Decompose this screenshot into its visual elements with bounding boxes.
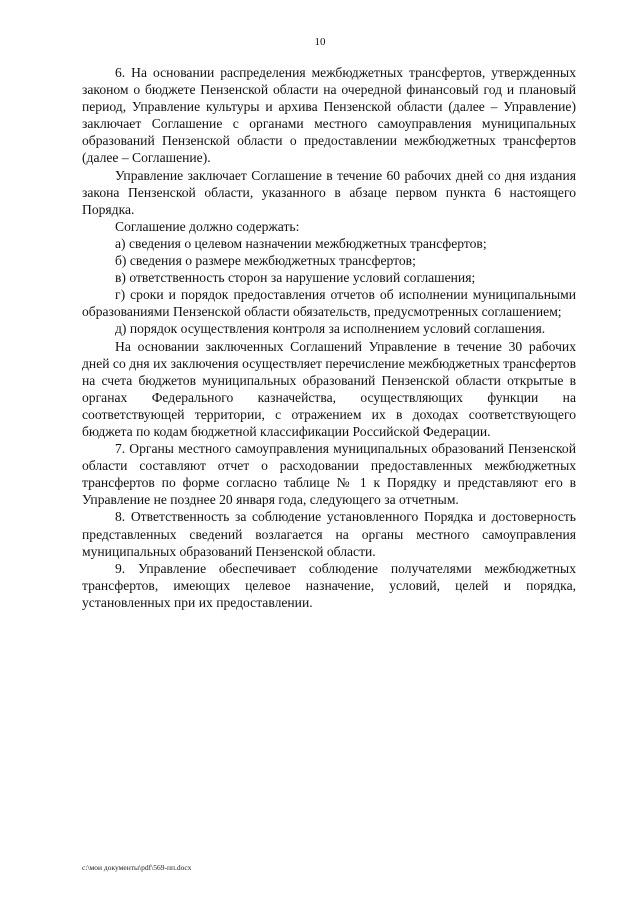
- list-item-d: д) порядок осуществления контроля за исполнением условий соглашения.: [115, 321, 546, 337]
- list-item-g: г) сроки и порядок предоставления отчетов об исполнении муниципальными образованиями Пензенской области обязательств, предусмотренных соглашением;: [82, 287, 576, 320]
- paragraph-transfer: На основании заключенных Соглашений Управление в течение 30 рабочих дней со дня их заключения осуществляет перечисление межбюджетных трансфертов на счета бюджетов муниципальных образований Пензенской области открытые в органах Федерального казначейства, осуществляющих функции на соответствующей территории, с отражением их в доходах соответствующего бюджета по кодам бюджетной классификации Российской Федерации.: [82, 338, 576, 439]
- list-item-v: в) ответственность сторон за нарушение условий соглашения;: [115, 270, 476, 286]
- document-body: [82, 64, 576, 611]
- paragraph-agreement-term: Управление заключает Соглашение в течение 60 рабочих дней со дня издания закона Пензенской области, указанного в абзаце первом пункта 6 настоящего Порядка.: [82, 167, 576, 217]
- footer-file-path: c:\мои документы\pdf\569-пп.docx: [82, 863, 192, 872]
- list-item-a: а) сведения о целевом назначении межбюджетных трансфертов;: [115, 235, 487, 251]
- paragraph-agreement-contents: Соглашение должно содержать:: [115, 218, 300, 234]
- list-item-b: б) сведения о размере межбюджетных трансфертов;: [115, 253, 416, 269]
- paragraph-9: 9. Управление обеспечивает соблюдение получателями межбюджетных трансфертов, имеющих целевое назначение, условий, целей и порядка, установленных при их предоставлении.: [82, 560, 576, 610]
- paragraph-6-intro: 6. На основании распределения межбюджетных трансфертов, утвержденных законом о бюджете Пензенской области на очередной финансовый год и плановый период, Управление культуры и архива Пензенской области (далее – Управление) заключает Соглашение с органами местного самоуправления муниципальных образований Пензенской области о предоставлении межбюджетных трансфертов (далее – Соглашение).: [82, 65, 576, 166]
- paragraph-8: 8. Ответственность за соблюдение установленного Порядка и достоверность представленных сведений возлагается на органы местного самоуправления муниципальных образований Пензенской области.: [82, 509, 576, 559]
- page-number: 10: [314, 36, 326, 48]
- paragraph-7: 7. Органы местного самоуправления муниципальных образований Пензенской области составляют отчет о расходовании предоставленных межбюджетных трансфертов по форме согласно таблице № 1 к Порядку и представляют его в Управление не позднее 20 января года, следующего за отчетным.: [82, 441, 576, 508]
